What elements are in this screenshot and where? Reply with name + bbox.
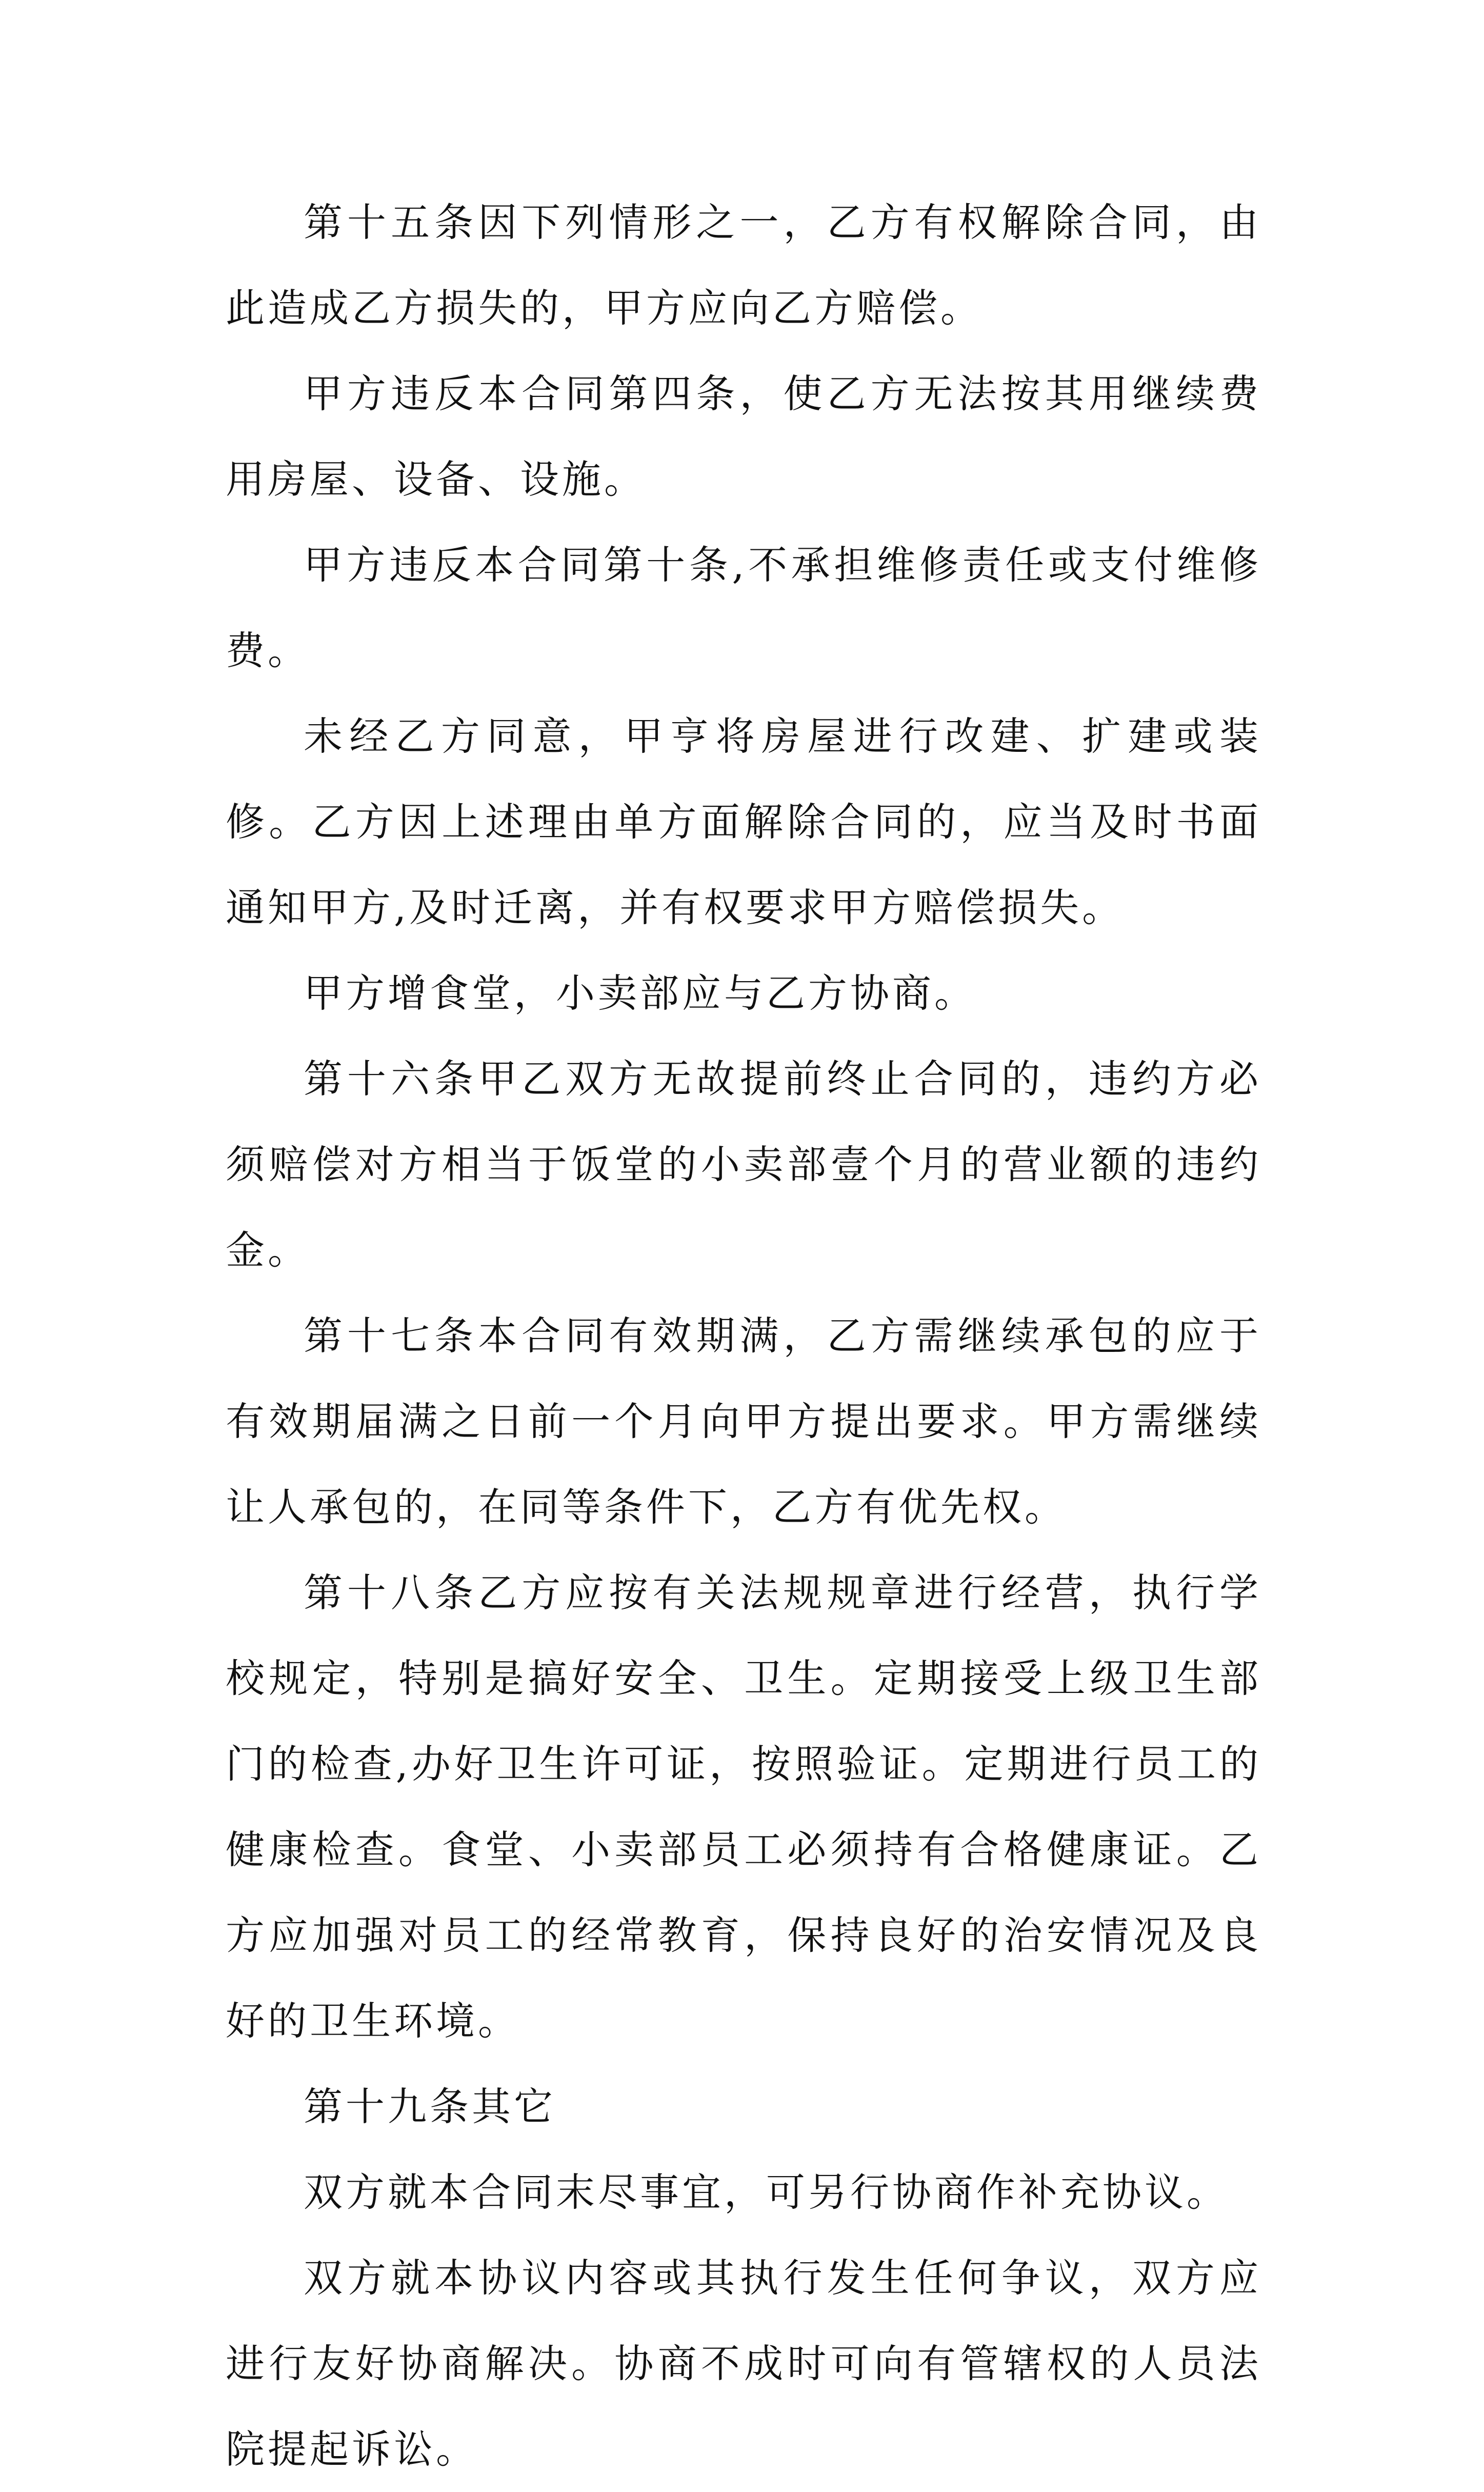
paragraph-article-17: 第十七条本合同有效期满，乙方需继续承包的应于有效期届满之日前一个月向甲方提出要求。甲方需继续让人承包的，在同等条件下，乙方有优先权。 bbox=[226, 1313, 1261, 1530]
paragraph-clause-3: 未经乙方同意，甲亨将房屋进行改建、扩建或装修。乙方因上述理由单方面解除合同的，应当及时书面通知甲方,及时迁离，并有权要求甲方赔偿损失。 bbox=[226, 713, 1261, 930]
contract-text bbox=[226, 180, 1261, 2492]
paragraph-article-16: 第十六条甲乙双方无故提前终止合同的，违约方必须赔偿对方相当于饭堂的小卖部壹个月的营业额的违约金。 bbox=[226, 1056, 1261, 1273]
paragraph-article-15: 第十五条因下列情形之一，乙方有权解除合同，由此造成乙方损失的，甲方应向乙方赔偿。 bbox=[226, 200, 1261, 331]
paragraph-clause-2: 甲方违反本合同第十条,不承担维修责任或支付维修费。 bbox=[226, 542, 1261, 673]
paragraph-article-18: 第十八条乙方应按有关法规规章进行经营，执行学校规定，特别是搞好安全、卫生。定期接受上级卫生部门的检查,办好卫生许可证，按照验证。定期进行员工的健康检查。食堂、小卖部员工必须持有合格健康证。乙方应加强对员工的经常教育，保持良好的治安情况及良好的卫生环境。 bbox=[226, 1570, 1261, 2044]
paragraph-clause-1: 甲方违反本合同第四条，使乙方无法按其用继续费用房屋、设备、设施。 bbox=[226, 371, 1261, 502]
paragraph-other-2: 双方就本协议内容或其执行发生任何争议，双方应进行友好协商解决。协商不成时可向有管辖权的人员法院提起诉讼。 bbox=[226, 2255, 1261, 2472]
paragraph-article-19: 第十九条其它 bbox=[304, 2084, 556, 2129]
paragraph-other-1: 双方就本合同末尽事宜，可另行协商作补充协议。 bbox=[304, 2169, 1229, 2215]
paragraph-clause-4: 甲方增食堂，小卖部应与乙方协商。 bbox=[304, 970, 976, 1016]
